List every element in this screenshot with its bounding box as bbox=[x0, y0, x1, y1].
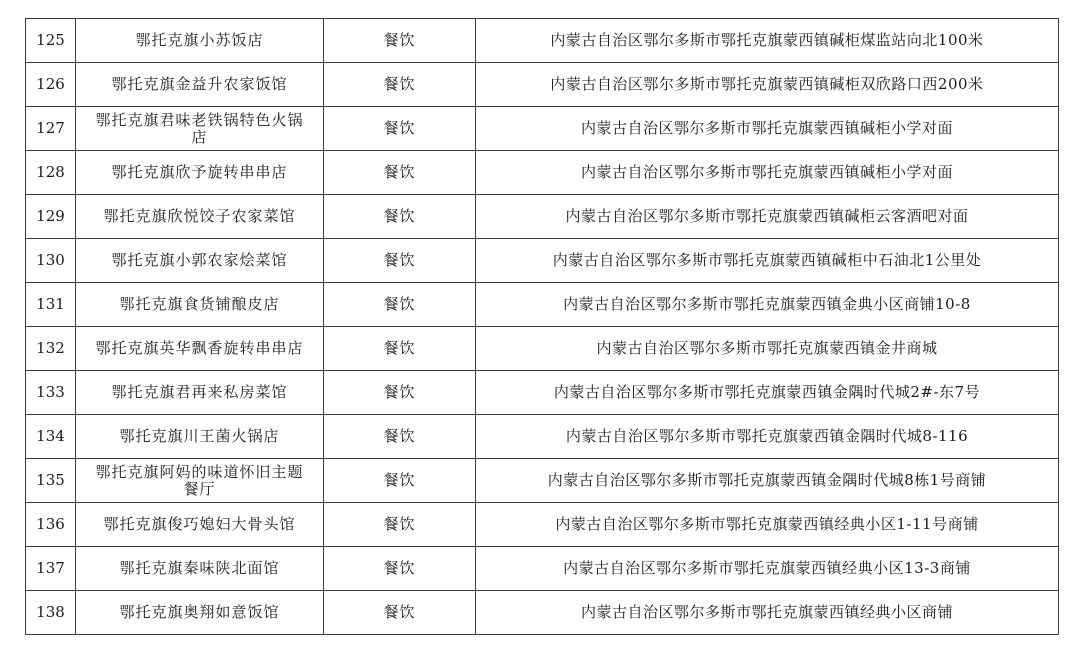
table-row bbox=[26, 415, 1059, 459]
business-address: 内蒙古自治区鄂尔多斯市鄂托克旗蒙西镇碱柜双欣路口西200米 bbox=[476, 63, 1059, 107]
business-name: 鄂托克旗英华飘香旋转串串店 bbox=[76, 327, 324, 371]
table-body bbox=[26, 19, 1059, 635]
business-name: 鄂托克旗君味老铁锅特色火锅店 bbox=[76, 107, 324, 151]
business-address: 内蒙古自治区鄂尔多斯市鄂托克旗蒙西镇碱柜煤监站向北100米 bbox=[476, 19, 1059, 63]
business-name: 鄂托克旗食货铺酿皮店 bbox=[76, 283, 324, 327]
business-category: 餐饮 bbox=[324, 415, 476, 459]
business-name: 鄂托克旗欣悦饺子农家菜馆 bbox=[76, 195, 324, 239]
row-number: 134 bbox=[26, 415, 76, 459]
row-number: 135 bbox=[26, 459, 76, 503]
table-row bbox=[26, 459, 1059, 503]
business-name: 鄂托克旗小郭农家烩菜馆 bbox=[76, 239, 324, 283]
business-category: 餐饮 bbox=[324, 503, 476, 547]
table-row bbox=[26, 19, 1059, 63]
row-number: 128 bbox=[26, 151, 76, 195]
business-name: 鄂托克旗川王菌火锅店 bbox=[76, 415, 324, 459]
business-category: 餐饮 bbox=[324, 547, 476, 591]
business-category: 餐饮 bbox=[324, 195, 476, 239]
business-address: 内蒙古自治区鄂尔多斯市鄂托克旗蒙西镇碱柜云客酒吧对面 bbox=[476, 195, 1059, 239]
business-name: 鄂托克旗小苏饭店 bbox=[76, 19, 324, 63]
business-category: 餐饮 bbox=[324, 591, 476, 635]
business-name: 鄂托克旗君再来私房菜馆 bbox=[76, 371, 324, 415]
business-category: 餐饮 bbox=[324, 283, 476, 327]
business-category: 餐饮 bbox=[324, 239, 476, 283]
business-name: 鄂托克旗俊巧媳妇大骨头馆 bbox=[76, 503, 324, 547]
business-category: 餐饮 bbox=[324, 19, 476, 63]
business-category: 餐饮 bbox=[324, 107, 476, 151]
business-address: 内蒙古自治区鄂尔多斯市鄂托克旗蒙西镇经典小区13-3商铺 bbox=[476, 547, 1059, 591]
row-number: 127 bbox=[26, 107, 76, 151]
row-number: 131 bbox=[26, 283, 76, 327]
business-address: 内蒙古自治区鄂尔多斯市鄂托克旗蒙西镇碱柜小学对面 bbox=[476, 151, 1059, 195]
business-name: 鄂托克旗秦味陕北面馆 bbox=[76, 547, 324, 591]
row-number: 125 bbox=[26, 19, 76, 63]
business-address: 内蒙古自治区鄂尔多斯市鄂托克旗蒙西镇经典小区1-11号商铺 bbox=[476, 503, 1059, 547]
business-address: 内蒙古自治区鄂尔多斯市鄂托克旗蒙西镇碱柜中石油北1公里处 bbox=[476, 239, 1059, 283]
table-row bbox=[26, 239, 1059, 283]
table-row bbox=[26, 591, 1059, 635]
row-number: 130 bbox=[26, 239, 76, 283]
row-number: 137 bbox=[26, 547, 76, 591]
business-address: 内蒙古自治区鄂尔多斯市鄂托克旗蒙西镇金隅时代城2#-东7号 bbox=[476, 371, 1059, 415]
table-row bbox=[26, 63, 1059, 107]
business-category: 餐饮 bbox=[324, 459, 476, 503]
row-number: 133 bbox=[26, 371, 76, 415]
business-table bbox=[25, 18, 1059, 635]
table-row bbox=[26, 283, 1059, 327]
business-address: 内蒙古自治区鄂尔多斯市鄂托克旗蒙西镇碱柜小学对面 bbox=[476, 107, 1059, 151]
row-number: 138 bbox=[26, 591, 76, 635]
business-category: 餐饮 bbox=[324, 371, 476, 415]
business-name: 鄂托克旗奥翔如意饭馆 bbox=[76, 591, 324, 635]
business-address: 内蒙古自治区鄂尔多斯市鄂托克旗蒙西镇金井商城 bbox=[476, 327, 1059, 371]
business-address: 内蒙古自治区鄂尔多斯市鄂托克旗蒙西镇经典小区商铺 bbox=[476, 591, 1059, 635]
table-row bbox=[26, 107, 1059, 151]
business-address: 内蒙古自治区鄂尔多斯市鄂托克旗蒙西镇金隅时代城8-116 bbox=[476, 415, 1059, 459]
table-row bbox=[26, 151, 1059, 195]
business-name: 鄂托克旗阿妈的味道怀旧主题餐厅 bbox=[76, 459, 324, 503]
business-address: 内蒙古自治区鄂尔多斯市鄂托克旗蒙西镇金典小区商铺10-8 bbox=[476, 283, 1059, 327]
business-category: 餐饮 bbox=[324, 63, 476, 107]
business-list-document bbox=[25, 18, 1058, 632]
row-number: 129 bbox=[26, 195, 76, 239]
table-row bbox=[26, 195, 1059, 239]
row-number: 136 bbox=[26, 503, 76, 547]
table-row bbox=[26, 371, 1059, 415]
business-name: 鄂托克旗金益升农家饭馆 bbox=[76, 63, 324, 107]
row-number: 126 bbox=[26, 63, 76, 107]
table-row bbox=[26, 503, 1059, 547]
business-address: 内蒙古自治区鄂尔多斯市鄂托克旗蒙西镇金隅时代城8栋1号商铺 bbox=[476, 459, 1059, 503]
table-row bbox=[26, 327, 1059, 371]
business-name: 鄂托克旗欣予旋转串串店 bbox=[76, 151, 324, 195]
table-row bbox=[26, 547, 1059, 591]
row-number: 132 bbox=[26, 327, 76, 371]
business-category: 餐饮 bbox=[324, 327, 476, 371]
business-category: 餐饮 bbox=[324, 151, 476, 195]
